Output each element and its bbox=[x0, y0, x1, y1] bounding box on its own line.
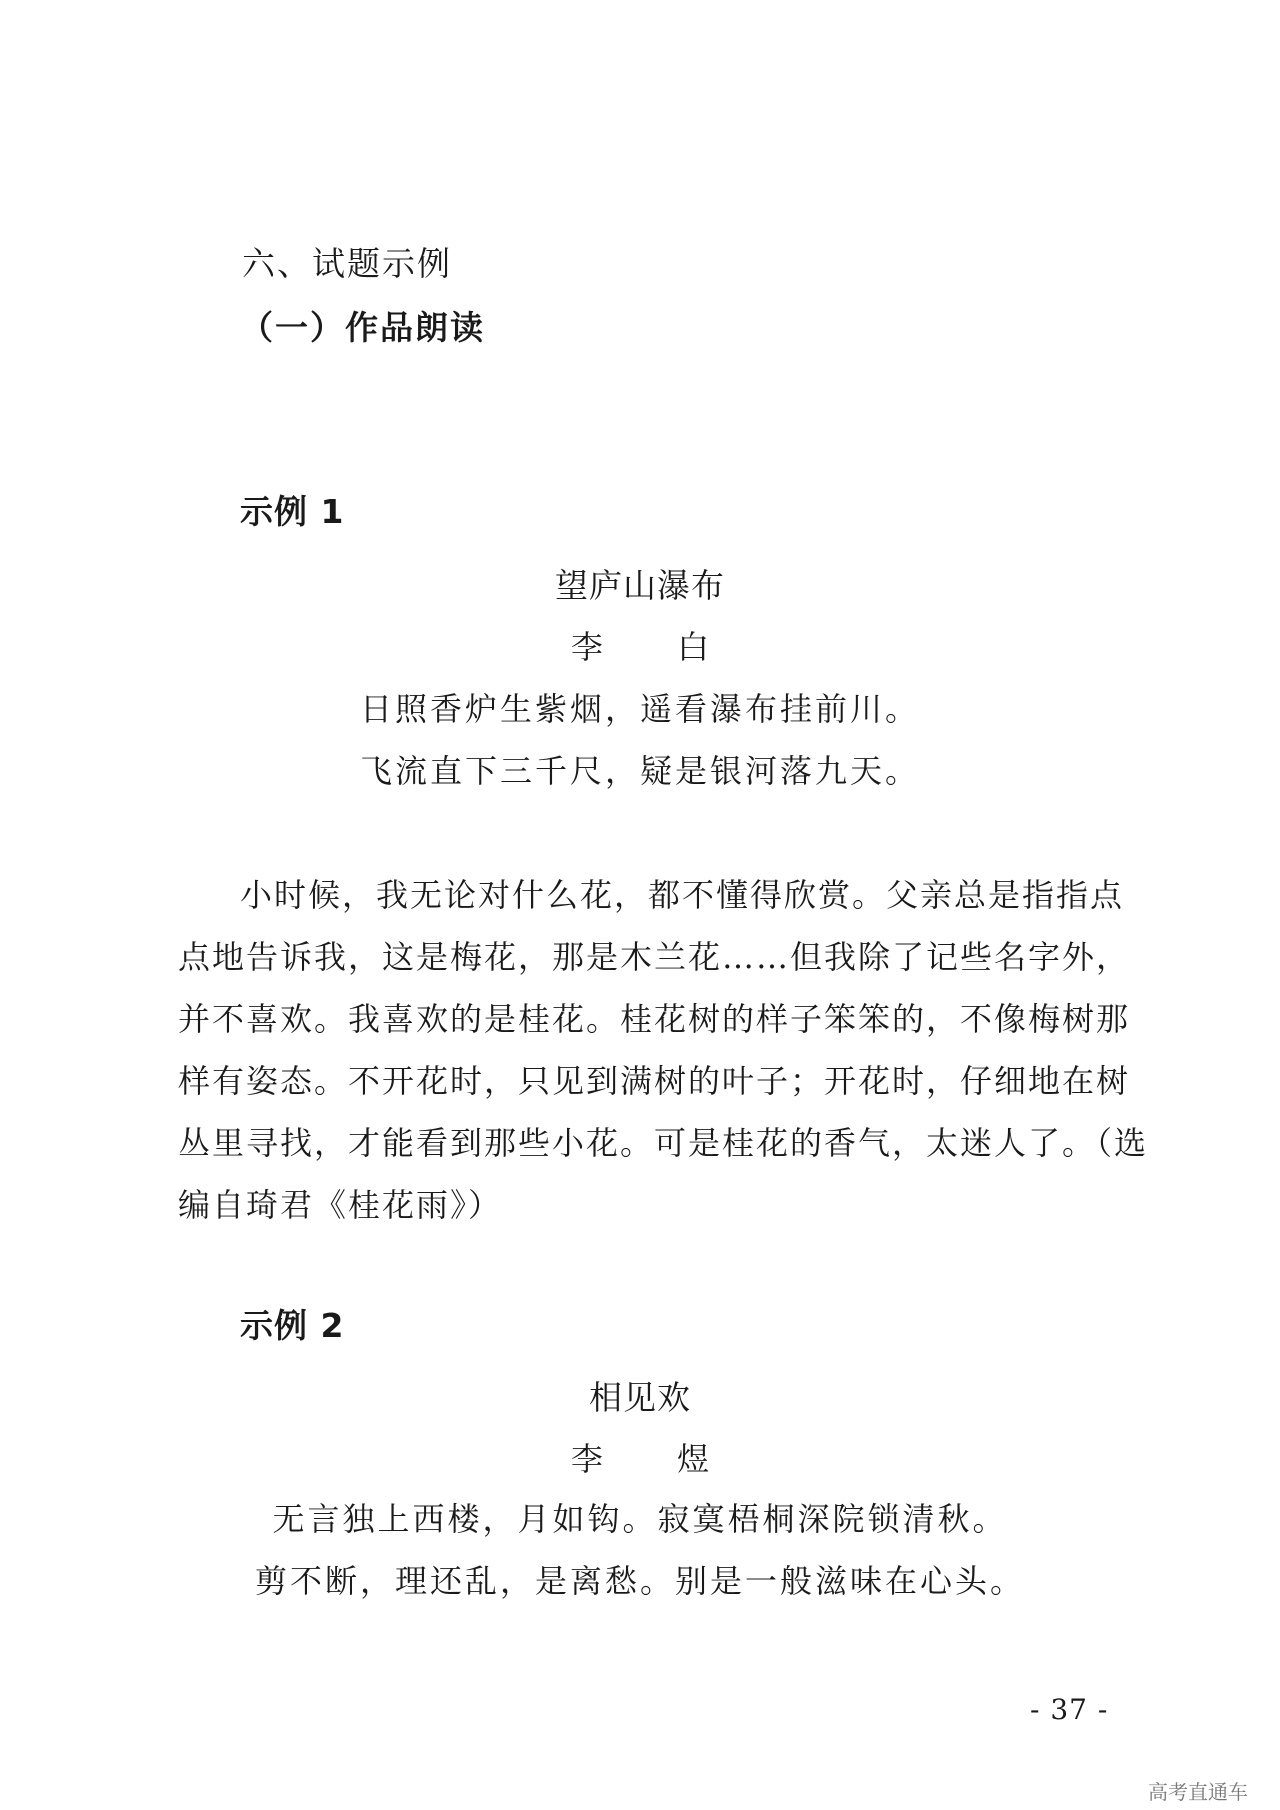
example-1-poem-title: 望庐山瀑布 bbox=[555, 566, 725, 605]
example-1-prose-line-3: 并不喜欢。我喜欢的是桂花。桂花树的样子笨笨的，不像梅树那 bbox=[178, 1000, 1131, 1038]
example-1-prose-line-4: 样有姿态。不开花时，只见到满树的叶子；开花时，仔细地在树 bbox=[178, 1062, 1131, 1100]
example-2-poem-line-1: 无言独上西楼，月如钩。寂寞梧桐深院锁清秋。 bbox=[272, 1500, 1008, 1538]
example-1-poem-line-1: 日照香炉生紫烟，遥看瀑布挂前川。 bbox=[359, 690, 920, 728]
example-2-label: 示例 2 bbox=[240, 1306, 345, 1345]
example-1-prose-line-1: 小时候，我无论对什么花，都不懂得欣赏。父亲总是指指点 bbox=[240, 876, 1125, 914]
example-1-prose-line-5: 丛里寻找，才能看到那些小花。可是桂花的香气，太迷人了。（选 bbox=[178, 1124, 1149, 1162]
page-number: - 37 - bbox=[1030, 1693, 1109, 1726]
watermark: 高考直通车 bbox=[1148, 1780, 1248, 1804]
subsection-heading: （一）作品朗读 bbox=[240, 308, 485, 347]
example-1-author: 李 白 bbox=[570, 628, 740, 666]
example-1-label: 示例 1 bbox=[240, 492, 345, 531]
example-1-prose-line-2: 点地告诉我，这是梅花，那是木兰花……但我除了记些名字外， bbox=[178, 938, 1131, 976]
section-heading: 六、试题示例 bbox=[242, 244, 452, 283]
example-2-poem-line-2: 剪不断，理还乱，是离愁。别是一般滋味在心头。 bbox=[254, 1562, 1025, 1600]
example-1-poem-line-2: 飞流直下三千尺，疑是银河落九天。 bbox=[359, 752, 920, 790]
example-1-prose-line-6: 编自琦君《桂花雨》） bbox=[178, 1186, 503, 1224]
example-2-author: 李 煜 bbox=[570, 1440, 740, 1478]
example-2-poem-title: 相见欢 bbox=[589, 1378, 691, 1417]
